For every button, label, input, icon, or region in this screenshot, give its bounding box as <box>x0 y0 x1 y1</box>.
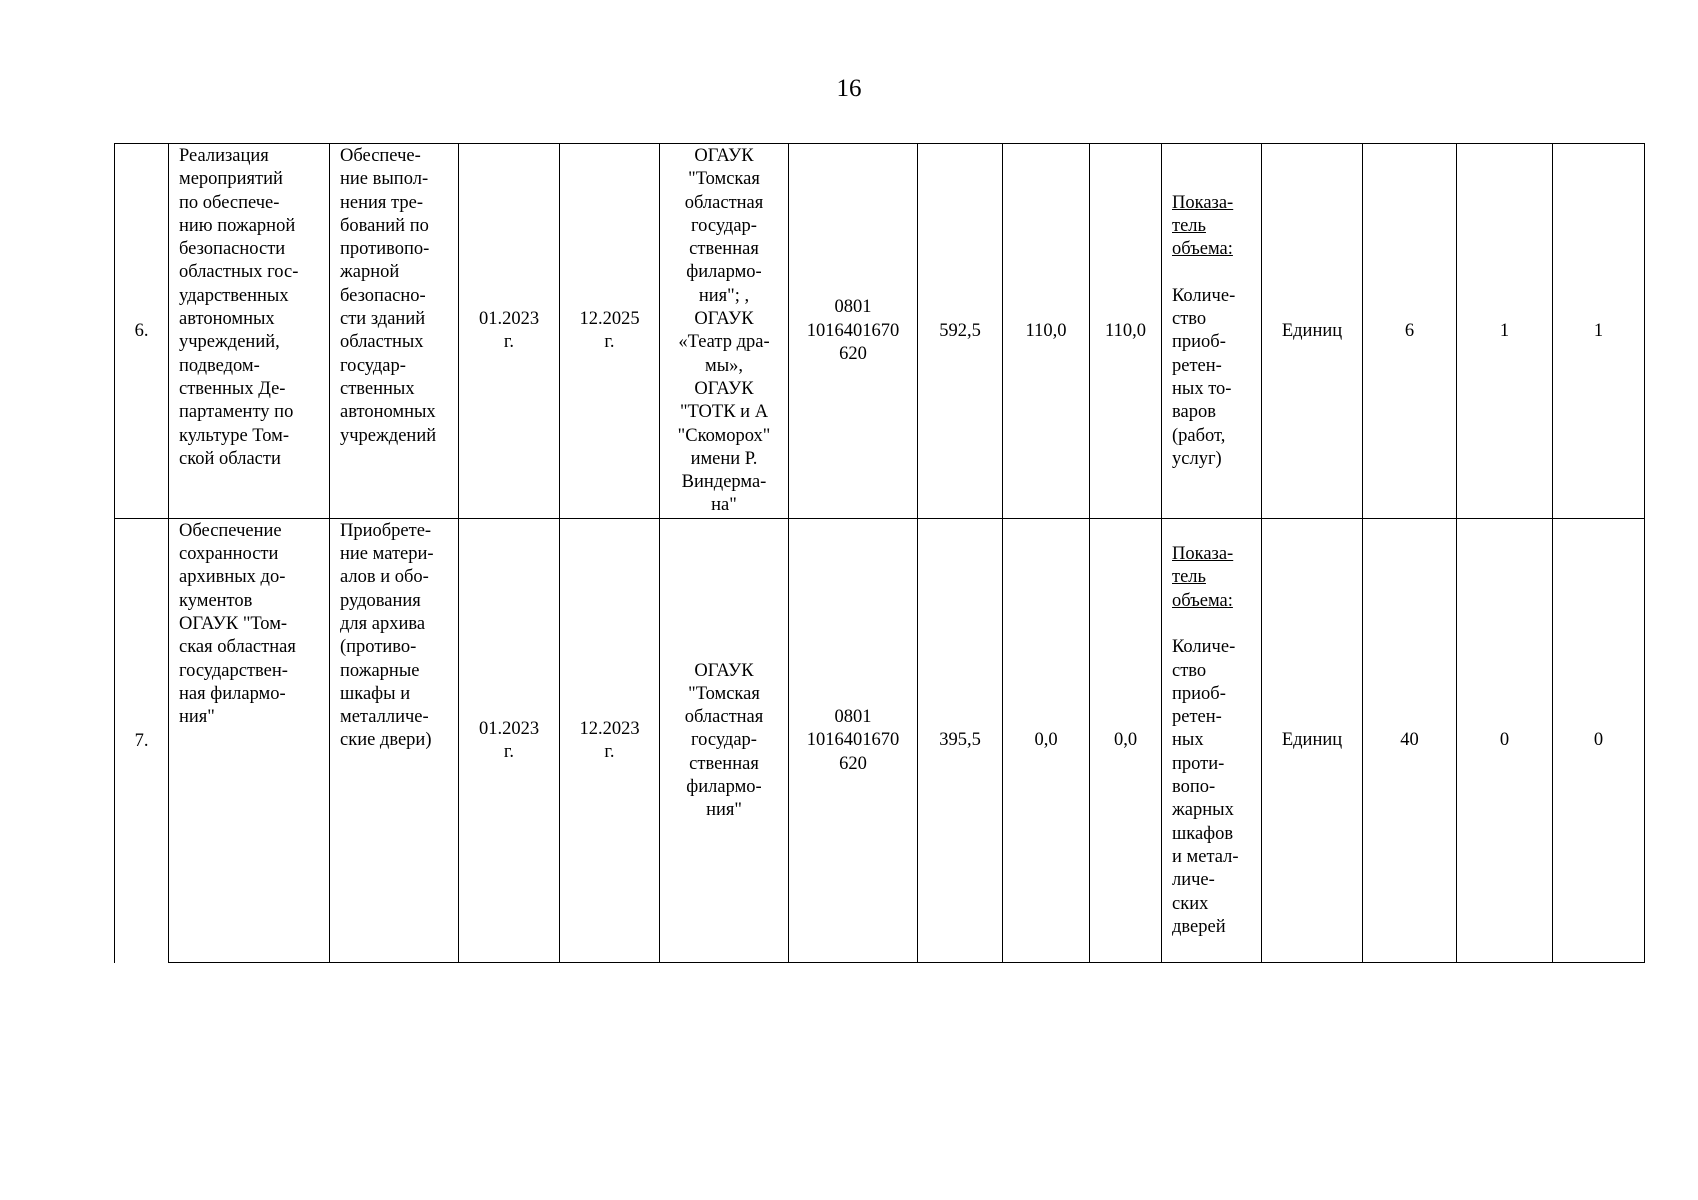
executor: ОГАУК "Томская областная государ- ственная филармо- ния"; , ОГАУК «Театр дра- мы», ОГАУК "ТОТК и А "Скоморох" имени Р. Виндерма- на" <box>660 144 789 519</box>
indicator-value-2: 0 <box>1457 518 1553 963</box>
indicator-label: Показа- тель объема: <box>1172 544 1234 611</box>
measures-table <box>114 143 1645 963</box>
indicator-text: Количе- ство приоб- ретен- ных то- варов (работ, услуг) <box>1172 285 1236 469</box>
unit: Единиц <box>1262 144 1363 519</box>
start-date: 01.2023 г. <box>459 144 560 519</box>
measure-task: Обеспече- ние выпол- нения тре- бований по противопо- жарной безопасно- сти зданий областных государ- ственных автономных учреждений <box>330 144 459 519</box>
indicator-value-1: 6 <box>1363 144 1457 519</box>
row-number: 7. <box>115 518 169 963</box>
table-row <box>115 144 1645 519</box>
indicator-label: Показа- тель объема: <box>1172 192 1234 260</box>
indicator-value-2: 1 <box>1457 144 1553 519</box>
amount-year-2: 0,0 <box>1090 518 1162 963</box>
indicator-value-1: 40 <box>1363 518 1457 963</box>
budget-code: 0801 1016401670 620 <box>789 144 918 519</box>
start-date: 01.2023 г. <box>459 518 560 963</box>
indicator-value-3: 0 <box>1553 518 1645 963</box>
indicator-value-3: 1 <box>1553 144 1645 519</box>
row-number: 6. <box>115 144 169 519</box>
amount-year-1: 0,0 <box>1003 518 1090 963</box>
amount-year-2: 110,0 <box>1090 144 1162 519</box>
measure-name: Обеспечение сохранности архивных до- кументов ОГАУК "Том- ская областная государствен- ная филармо- ния" <box>169 518 330 963</box>
page-number: 16 <box>836 75 862 102</box>
executor: ОГАУК "Томская областная государ- ственная филармо- ния" <box>660 518 789 963</box>
table-row <box>115 518 1645 963</box>
end-date: 12.2025 г. <box>560 144 660 519</box>
unit: Единиц <box>1262 518 1363 963</box>
measure-task: Приобрете- ние матери- алов и обо- рудования для архива (противо- пожарные шкафы и металличе- ские двери) <box>330 518 459 963</box>
end-date: 12.2023 г. <box>560 518 660 963</box>
total-amount: 592,5 <box>918 144 1003 519</box>
indicator-text: Количе- ство приоб- ретен- ных проти- вопо- жарных шкафов и метал- личе- ских дверей <box>1172 637 1239 937</box>
measure-name: Реализация мероприятий по обеспече- нию пожарной безопасности областных гос- ударственных автономных учреждений, подведом- ственных Де- партаменту по культуре Том- ской области <box>169 144 330 519</box>
total-amount: 395,5 <box>918 518 1003 963</box>
amount-year-1: 110,0 <box>1003 144 1090 519</box>
indicator <box>1162 144 1262 519</box>
indicator <box>1162 518 1262 963</box>
budget-code: 0801 1016401670 620 <box>789 518 918 963</box>
